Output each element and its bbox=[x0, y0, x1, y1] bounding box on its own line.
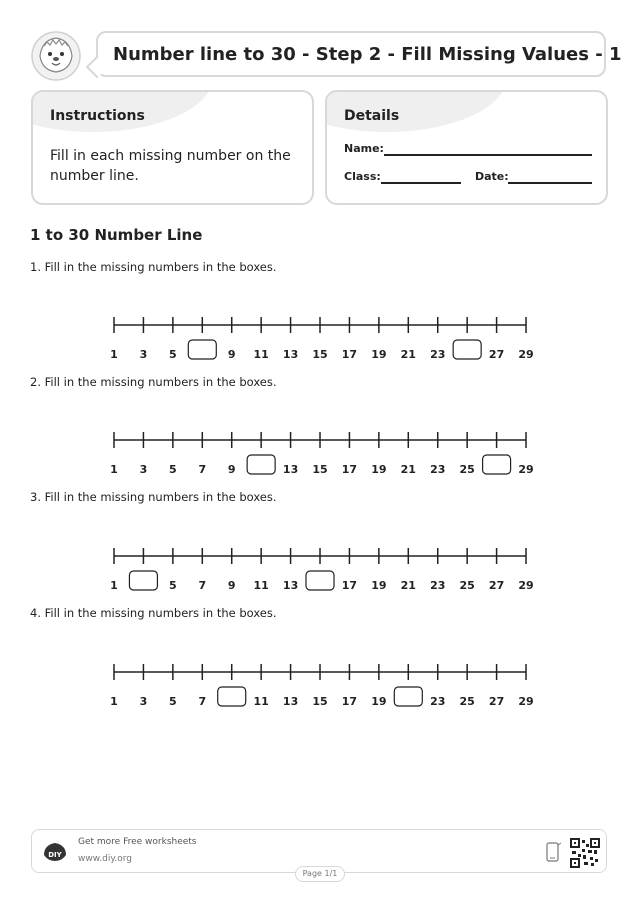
tick-label: 7 bbox=[198, 579, 207, 592]
class-label: Class: bbox=[344, 170, 381, 183]
tick-label: 9 bbox=[227, 579, 236, 592]
tick-label: 17 bbox=[341, 579, 358, 592]
question-label bbox=[30, 260, 277, 274]
details-card bbox=[325, 90, 608, 205]
tick-label: 17 bbox=[341, 695, 358, 708]
tick-label: 5 bbox=[169, 348, 177, 361]
tick-label: 19 bbox=[371, 579, 387, 592]
answer-box[interactable] bbox=[218, 687, 246, 706]
tick-label: 11 bbox=[253, 695, 269, 708]
question-number: 2. bbox=[30, 375, 41, 389]
tick-label: 9 bbox=[227, 463, 236, 476]
answer-box[interactable] bbox=[247, 455, 275, 474]
tick-label: 21 bbox=[400, 348, 416, 361]
details-heading: Details bbox=[344, 108, 400, 124]
tick-label: 11 bbox=[253, 579, 269, 592]
tick-label: 29 bbox=[518, 579, 534, 592]
tick-label: 3 bbox=[139, 348, 148, 361]
tick-label: 15 bbox=[312, 348, 328, 361]
question-text: Fill in the missing numbers in the boxes. bbox=[44, 260, 277, 274]
answer-box[interactable] bbox=[394, 687, 422, 706]
question-text: Fill in the missing numbers in the boxes. bbox=[44, 490, 277, 504]
diy-logo-icon bbox=[42, 841, 68, 863]
tick-label: 13 bbox=[282, 695, 299, 708]
tick-label: 27 bbox=[488, 579, 505, 592]
class-field[interactable] bbox=[381, 182, 461, 184]
instructions-card bbox=[31, 90, 314, 205]
instructions-text: Fill in each missing number on the number line. bbox=[50, 148, 291, 184]
question-label bbox=[30, 375, 277, 389]
tick-label: 7 bbox=[198, 463, 207, 476]
logo-text: DIY bbox=[48, 851, 62, 859]
answer-box[interactable] bbox=[188, 340, 216, 359]
section-title: 1 to 30 Number Line bbox=[30, 226, 203, 244]
tick-label: 15 bbox=[312, 463, 328, 476]
tick-label: 13 bbox=[282, 348, 299, 361]
name-label: Name: bbox=[344, 142, 384, 155]
title-banner bbox=[96, 31, 622, 77]
tick-label: 25 bbox=[459, 579, 475, 592]
tick-label: 25 bbox=[459, 463, 475, 476]
question-label bbox=[30, 606, 277, 620]
tick-label: 1 bbox=[110, 348, 118, 361]
name-field[interactable] bbox=[384, 154, 592, 156]
page-number: Page 1/1 bbox=[295, 866, 345, 882]
tick-label: 3 bbox=[139, 695, 148, 708]
tick-label: 13 bbox=[282, 463, 299, 476]
tick-label: 29 bbox=[518, 463, 534, 476]
tick-label: 9 bbox=[227, 348, 236, 361]
tick-label: 1 bbox=[110, 463, 118, 476]
tick-label: 13 bbox=[282, 579, 299, 592]
tick-label: 19 bbox=[371, 463, 387, 476]
answer-box[interactable] bbox=[129, 571, 157, 590]
question-number: 1. bbox=[30, 260, 41, 274]
tick-label: 15 bbox=[312, 695, 328, 708]
number-line bbox=[0, 659, 640, 709]
question-number: 4. bbox=[30, 606, 41, 620]
tick-label: 1 bbox=[110, 695, 118, 708]
number-line bbox=[0, 543, 640, 593]
tick-label: 27 bbox=[488, 695, 505, 708]
tick-label: 17 bbox=[341, 348, 358, 361]
page-title: Number line to 30 - Step 2 - Fill Missing Values - 1 bbox=[113, 44, 622, 65]
tick-label: 5 bbox=[169, 463, 177, 476]
tick-label: 5 bbox=[169, 579, 177, 592]
answer-box[interactable] bbox=[306, 571, 334, 590]
tick-label: 25 bbox=[459, 695, 475, 708]
tick-label: 7 bbox=[198, 695, 207, 708]
number-line bbox=[0, 427, 640, 477]
tick-label: 17 bbox=[341, 463, 358, 476]
tick-label: 21 bbox=[400, 463, 416, 476]
tick-label: 29 bbox=[518, 348, 534, 361]
speech-tail bbox=[86, 56, 109, 79]
tick-label: 11 bbox=[253, 348, 269, 361]
tick-label: 3 bbox=[139, 463, 148, 476]
promo-text[interactable]: Get more Free worksheets bbox=[78, 837, 197, 847]
mascot-icon bbox=[30, 30, 82, 82]
tick-label: 23 bbox=[430, 348, 446, 361]
qr-code-icon[interactable] bbox=[570, 838, 600, 868]
date-field[interactable] bbox=[508, 182, 592, 184]
answer-box[interactable] bbox=[453, 340, 481, 359]
instructions-heading: Instructions bbox=[50, 108, 145, 124]
date-label: Date: bbox=[475, 170, 509, 183]
number-line bbox=[0, 312, 640, 362]
answer-box[interactable] bbox=[483, 455, 511, 474]
tick-label: 1 bbox=[110, 579, 118, 592]
tick-label: 19 bbox=[371, 695, 387, 708]
tick-label: 27 bbox=[488, 348, 505, 361]
phone-icon bbox=[545, 841, 561, 863]
tick-label: 23 bbox=[430, 463, 446, 476]
tick-label: 19 bbox=[371, 348, 387, 361]
question-number: 3. bbox=[30, 490, 41, 504]
tick-label: 5 bbox=[169, 695, 177, 708]
tick-label: 23 bbox=[430, 579, 446, 592]
question-text: Fill in the missing numbers in the boxes. bbox=[44, 606, 277, 620]
tick-label: 29 bbox=[518, 695, 534, 708]
tick-label: 21 bbox=[400, 579, 416, 592]
tick-label: 23 bbox=[430, 695, 446, 708]
question-label bbox=[30, 490, 277, 504]
question-text: Fill in the missing numbers in the boxes. bbox=[44, 375, 277, 389]
site-link[interactable]: www.diy.org bbox=[78, 854, 132, 864]
